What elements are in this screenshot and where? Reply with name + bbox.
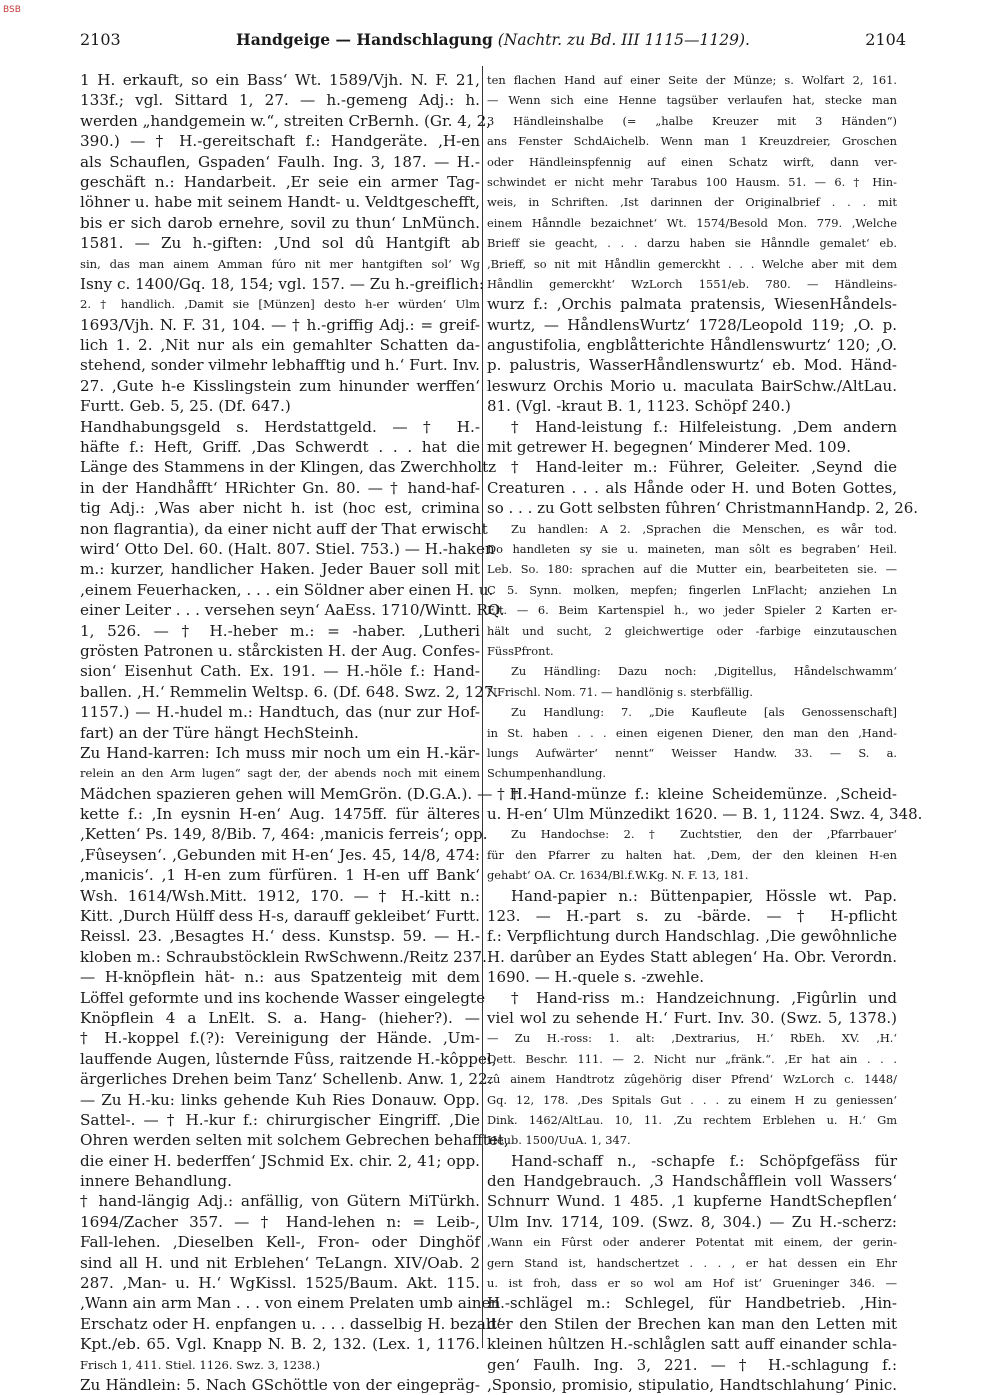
right-column — [487, 70, 923, 1395]
text-line: Reissl. 23. ‚Besagtes H.‘ dess. Kunstsp. 59. — H.- — [80, 927, 480, 946]
text-line: — Zu H.-ross: 1. alt: ‚Dextrarius, H.‘ RbEh. XV. ‚H.‘ — [487, 1031, 897, 1046]
text-line: — Zu H.-ku: links gehende Kuh Ries Donauw. Opp. — [80, 1090, 480, 1109]
text-line: 3 Händleinshalbe (= „halbe Kreuzer mit 3 Händen“) — [487, 113, 897, 128]
text-line: sin, das man ainem Amman fúro nit mer hantgiften sol‘ Wg — [80, 256, 480, 271]
text-line: Gq. 12, 178. ‚Des Spitals Gut . . . zu einem H zu geniessen‘ — [487, 1092, 897, 1107]
text-line: ‚Wann ein Fûrst oder anderer Potentat mit einem, der gerin- — [487, 1235, 897, 1250]
text-line: ‚Ketten‘ Ps. 149, 8/Bib. 7, 464: ‚manicis ferreis‘; opp. — [80, 825, 488, 844]
text-line: Zu Händling: Dazu noch: ‚Digitellus, Håndelschwamm‘ — [511, 664, 897, 679]
text-line: tig Adj.: ‚Was aber nicht h. ist (hoc est, crimina — [80, 499, 480, 518]
text-line: 1, 526. — † H.-heber m.: = -haber. ‚Lutheri — [80, 621, 480, 640]
text-line: zû ainem Handtrotz zûgehörig diser Pfrend‘ WzLorch c. 1448/ — [487, 1072, 897, 1087]
text-line: Kitt. ‚Durch Hülff dess H-s, darauff gekleibet‘ Furtt. — [80, 907, 480, 926]
text-line: ‚Sponsio, promisio, stipulatio, Handtschlahung‘ Pinic. — [487, 1376, 897, 1394]
text-line: ‚Brieff, so nit mit Håndlin gemerckht . . . Welche aber mit dem — [487, 256, 897, 271]
text-line: Wsh. 1614/Wsh.Mitt. 1912, 170. — † H.-kitt n.: — [80, 886, 480, 905]
text-line: 390.) — † H.-gereitschaft f.: Handgeräte. ‚H-en — [80, 132, 480, 151]
text-line: † Hand-leistung f.: Hilfeleistung. ‚Dem andern — [511, 417, 897, 436]
text-line: in St. haben . . . einen eigenen Diener, den man den ‚Hand- — [487, 725, 897, 740]
text-line: kette f.: ‚In eysnin H-en‘ Aug. 1475ff. für älteres — [80, 805, 480, 824]
text-line: werden „handgemein w.“, streiten CrBernh. (Gr. 4, 2, — [80, 111, 492, 130]
text-line: Schumpenhandlung. — [487, 766, 607, 781]
text-line: ‚Wann ain arm Man . . . von einem Prelaten umb ainen — [80, 1294, 501, 1313]
text-line: H. darûber an Eydes Statt ablegen‘ Ha. Obr. Verordn. — [487, 947, 897, 966]
text-line: Elt. — 6. Beim Kartenspiel h., wo jeder Spieler 2 Karten er- — [487, 603, 897, 618]
text-line: 287. ‚Man- u. H.‘ WgKissl. 1525/Baum. Akt. 115. — [80, 1274, 480, 1293]
text-line: innere Behandlung. — [80, 1172, 232, 1191]
text-line: grösten Patronen u. stårckisten H. der Aug. Confes- — [80, 641, 480, 660]
text-line: Zu Handlung: 7. „Die Kaufleute [als Genossenschaft] — [511, 705, 897, 720]
text-line: Ohren werden selten mit solchem Gebrechen behafftet, — [80, 1131, 509, 1150]
text-line: leswurz Orchis Morio u. maculata BairSchw./AltLau. — [487, 376, 897, 395]
text-line: † Hand-münze f.: kleine Scheidemünze. ‚Scheid- — [511, 784, 897, 803]
text-line: lich 1. 2. ‚Nit nur als ein gemahlter Schatten da- — [80, 336, 480, 355]
text-line: FüssPfront. — [487, 643, 554, 658]
text-line: häfte f.: Heft, Griff. ‚Das Schwerdt . . . hat die — [80, 438, 480, 457]
text-line: gen‘ Faulh. Ing. 3, 221. — † H.-schlagung f.: — [487, 1355, 897, 1374]
text-line: — H-knöpflein hät- n.: aus Spatzenteig mit dem — [80, 968, 480, 987]
text-line: Kpt./eb. 65. Vgl. Knapp N. B. 2, 132. (Lex. 1, 1176. — [80, 1335, 480, 1354]
text-line: Oett. Beschr. 111. — 2. Nicht nur „fränk.“. ‚Er hat ain . . . — [487, 1051, 897, 1066]
text-line: Frisch 1, 411. Stiel. 1126. Swz. 3, 1238.) — [80, 1357, 321, 1372]
text-line: sion‘ Eisenhut Cath. Ex. 191. — H.-höle f.: Hand- — [80, 662, 480, 681]
text-line: 81. (Vgl. -kraut B. 1, 1123. Schöpf 240.) — [487, 397, 791, 416]
text-line: löhner u. habe mit seinem Handt- u. Veldtgeschefft, — [80, 193, 480, 212]
text-line: kleinen hûltzen H.-schlåglen satt auff einander schla- — [487, 1335, 897, 1354]
text-line: hält und sucht, 2 gleichwertige oder -farbige einzutauschen — [487, 623, 897, 638]
text-line: als Schauflen, Gspaden‘ Faulh. Ing. 3, 187. — H.- — [80, 152, 480, 171]
text-line: 133f.; vgl. Sittard 1, 27. — h.-gemeng Adj.: h. — [80, 91, 480, 110]
text-line: ans Fenster SchdAichelb. Wenn man 1 Kreuzdreier, Groschen — [487, 134, 897, 149]
text-line: Dink. 1462/AltLau. 10, 11. ‚Zu rechtem Erblehen u. H.‘ Gm — [487, 1112, 897, 1127]
text-line: ‚manicis‘. ‚1 H-en zum fürfüren. 1 H-en uff Bank‘ — [80, 866, 480, 885]
text-line: Zu Händlein: 5. Nach GSchöttle von der eingepräg- — [80, 1376, 480, 1394]
text-line: den Handgebrauch. ‚3 Handschåfflein voll Wassers‘ — [487, 1172, 897, 1191]
text-line: wurz f.: ‚Orchis palmata pratensis, WiesenHåndels- — [487, 295, 897, 314]
page-header — [80, 30, 906, 54]
text-line: fart) an der Türe hängt HechSteinh. — [80, 723, 359, 742]
text-line: oder Händleinspfennig auf einen Schatz wirft, dann ver- — [487, 154, 897, 169]
text-line: weis, in Schriften. ‚Ist darinnen der Originalbrief . . . mit — [487, 195, 897, 210]
text-line: ten flachen Hand auf einer Seite der Münze; s. Wolfart 2, 161. — [487, 73, 897, 87]
text-line: 1581. — Zu h.-giften: ‚Und sol dû Hantgift ab — [80, 234, 480, 253]
text-line: 27. ‚Gute h-e Kisslingstein zum hinunder werffen‘ — [80, 376, 480, 395]
text-line: so . . . zu Gott selbsten fûhren‘ ChristmannHandp. 2, 26. — [487, 499, 919, 518]
running-title — [80, 30, 906, 49]
text-line: wird‘ Otto Del. 60. (Halt. 807. Stiel. 753.) — H.-haken — [80, 539, 495, 558]
text-line: Creaturen . . . als Hånde oder H. und Boten Gottes, — [487, 478, 897, 497]
text-line: u. ist froh, dass er so wol am Hof ist‘ Grueninger 346. — — [487, 1276, 897, 1291]
text-line: ballen. ‚H.‘ Remmelin Weltsp. 6. (Df. 648. Swz. 2, 127. — [80, 682, 499, 701]
text-line: Knöpflein 4 a LnElt. S. a. Hang- (hieher?). — — [80, 1008, 480, 1027]
text-line: mit getrewer H. begegnen‘ Minderer Med. 109. — [487, 438, 851, 457]
text-line: H.-schlägel m.: Schlegel, für Handbetrieb. ‚Hin- — [487, 1294, 897, 1313]
text-line: Ulm Inv. 1714, 109. (Swz. 8, 304.) — Zu H.-scherz: — [487, 1212, 897, 1231]
text-line: Handhabungsgeld s. Herdstattgeld. — † H.- — [80, 417, 480, 436]
text-line: 1694/Zacher 357. — † Hand-lehen n: = Leib-, — [80, 1212, 480, 1231]
text-line: lungs Aufwärter‘ nennt“ Weisser Handw. 33. — S. a. — [487, 745, 897, 760]
text-line: der den Stilen der Brechen kan man den Letten mit — [487, 1314, 897, 1333]
text-line: Zu handlen: A 2. ‚Sprachen die Menschen, es wår tod. — [511, 521, 897, 536]
text-line: gehabt‘ OA. Cr. 1634/Bl.f.W.Kg. N. F. 13, 181. — [487, 868, 749, 883]
library-tag: BSB — [3, 5, 21, 15]
text-line: † H.-koppel f.(?): Vereinigung der Hände. ‚Um- — [80, 1029, 480, 1048]
text-line: in der Handhåfft‘ HRichter Gn. 80. — † hand-haf- — [80, 478, 480, 497]
page-number-right: 2104 — [865, 30, 906, 49]
text-line: non flagrantia), da einer nicht auff der That erwischt — [80, 519, 488, 538]
text-line: p. palustris, WasserHåndlenswurtz‘ eb. Mod. Händ- — [487, 356, 897, 375]
text-line: 123. — H.-part s. zu -bärde. — † H-pflicht — [487, 907, 897, 926]
text-line: wurtz, — HåndlensWurtz‘ 1728/Leopold 119; ‚O. p. — [487, 315, 897, 334]
text-line: Furtt. Geb. 5, 25. (Df. 647.) — [80, 397, 291, 416]
text-line: die einer H. bederffen‘ JSchmid Ex. chir. 2, 41; opp. — [80, 1151, 480, 1170]
text-line: 1 H. erkauft, so ein Bass‘ Wt. 1589/Vjh. N. F. 21, — [80, 71, 480, 89]
text-line: 2. † handlich. ‚Damit sie [Münzen] desto h-er würden‘ Ulm — [80, 297, 480, 312]
text-line: einer Leiter . . . versehen seyn‘ AaEss. 1710/Wintt. RQ. — [80, 601, 505, 620]
running-title-main: Handgeige — Handschlagung — [236, 30, 493, 49]
text-line: sind all H. und nit Erblehen‘ TeLangn. XIV/Oab. 2 — [80, 1253, 480, 1272]
text-line: Heub. 1500/UuA. 1, 347. — [487, 1133, 631, 1148]
text-line: schwindet er nicht mehr Tarabus 100 Hausm. 51. — 6. † Hin- — [487, 174, 897, 189]
text-line: relein an den Arm lugen“ sagt der, der abends noch mit einem — [80, 766, 480, 781]
text-line: angustifolia, engblåtterichte Håndlenswurtz‘ 120; ‚O. — [487, 336, 897, 355]
text-line: stehend, sonder vilmehr lebhafftig und h.‘ Furt. Inv. — [80, 356, 480, 375]
text-line: 1693/Vjh. N. F. 31, 104. — † h.-griffig Adj.: = greif- — [80, 315, 480, 334]
text-line: Länge des Stammens in der Klingen, das Zwerchholtz — [80, 458, 497, 477]
text-line: Erschatz oder H. enpfangen u. . . . dasselbig H. bezalt‘ — [80, 1314, 502, 1333]
text-line: gern Stand ist, handschertzet . . . , er hat dessen ein Ehr — [487, 1255, 897, 1270]
text-line: † hand-längig Adj.: anfällig, von Gütern MiTürkh. — [80, 1192, 480, 1211]
text-line: kloben m.: Schraubstöcklein RwSchwenn./Reitz 237. — [80, 947, 487, 966]
text-line: Sattel-. — † H.-kur f.: chirurgischer Eingriff. ‚Die — [80, 1110, 480, 1129]
text-line: für den Pfarrer zu halten hat. ‚Dem, der den kleinen H-en — [487, 847, 897, 862]
text-line: Zu Handochse: 2. † Zuchtstier, den der ‚Pfarrbauer‘ — [511, 827, 897, 842]
text-line: Zu Hand-karren: Ich muss mir noch um ein H.-kär- — [80, 743, 480, 762]
text-line: Mädchen spazieren gehen will MemGrön. (D.G.A.). — † H.- — [80, 784, 533, 803]
text-line: † Hand-riss m.: Handzeichnung. ‚Figûrlin und — [511, 988, 897, 1007]
text-line: 1157.) — H.-hudel m.: Handtuch, das (nur zur Hof- — [80, 703, 480, 722]
column-divider — [482, 66, 483, 1348]
text-line: ärgerliches Drehen beim Tanz‘ Schellenb. Anw. 1, 22. — [80, 1070, 493, 1089]
text-line: Löffel geformte und ins kochende Wasser eingelegte — [80, 988, 486, 1007]
text-line: — Wenn sich eine Henne tagsüber verlaufen hat, stecke man — [487, 93, 897, 108]
text-line: f.: Verpflichtung durch Handschlag. ‚Die gewôhnliche — [487, 927, 897, 946]
text-line: Hand-schaff n., -schapfe f.: Schöpfgefäss für — [511, 1151, 897, 1170]
text-line: bis er sich darob ernehre, sovil zu thun‘ LnMünch. — [80, 213, 480, 232]
text-line: lauffende Augen, lûsternde Fûss, raitzende H.-kôppel, — [80, 1049, 497, 1068]
page-number-left: 2103 — [80, 30, 121, 49]
text-line: Fall-lehen. ‚Dieselben Kell-, Fron- oder Dinghöf — [80, 1233, 480, 1252]
text-line: 1690. — H.-quele s. -zwehle. — [487, 968, 705, 987]
text-line: geschäft n.: Handarbeit. ‚Er seie ein armer Tag- — [80, 172, 480, 191]
text-line: Håndlin gemerckht‘ WzLorch 1551/eb. 780. — Händleins- — [487, 276, 897, 291]
text-line: ‚Fûseysen‘. ‚Gebunden mit H-en‘ Jes. 45, 14/8, 474: — [80, 845, 480, 864]
text-line: einem Hånndle bezaichnet‘ Wt. 1574/Besold Mon. 779. ‚Welche — [487, 215, 897, 230]
text-line: u. H-en‘ Ulm Münzedikt 1620. — B. 1, 1124. Swz. 4, 348. — [487, 805, 923, 824]
text-line: viel wol zu sehende H.‘ Furt. Inv. 30. (Swz. 5, 1378.) — [487, 1008, 897, 1027]
text-line: ‚einem Feuerhacken, . . . ein Söldner aber einen H. u. — [80, 580, 494, 599]
text-line: † Hand-leiter m.: Führer, Geleiter. ‚Seynd die — [511, 458, 897, 477]
text-line: Hand-papier n.: Büttenpapier, Hössle wt. Pap. — [511, 886, 897, 905]
text-line: Do handleten sy sie u. maineten, man sôlt es begraben‘ Heil. — [487, 541, 897, 556]
text-line: Isny c. 1400/Gq. 18, 154; vgl. 157. — Zu h.-greiflich: — [80, 274, 484, 293]
text-line: C 5. Synn. molken, mepfen; fingerlen LnFlacht; anziehen Ln — [487, 582, 897, 597]
text-line: Schnurr Wund. 1 485. ‚1 kupferne HandtSchepflen‘ — [487, 1192, 897, 1211]
text-line: NFrischl. Nom. 71. — handlönig s. sterbfällig. — [487, 684, 754, 699]
running-title-note: (Nachtr. zu Bd. III 1115—1129). — [497, 31, 750, 49]
text-line: Leb. So. 180: sprachen auf die Mutter ein, bearbeiteten sie. — — [487, 562, 897, 577]
text-line: Brieff sie geacht, . . . darzu haben sie Hånndle gemalet‘ eb. — [487, 236, 897, 251]
text-line: m.: kurzer, handlicher Haken. Jeder Bauer soll mit — [80, 560, 480, 579]
